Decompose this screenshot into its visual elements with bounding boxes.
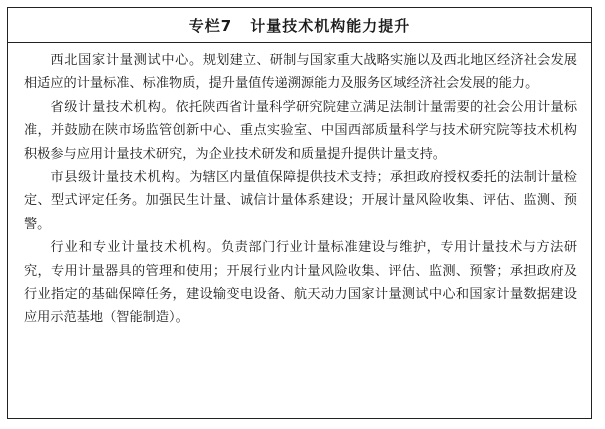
- paragraph-industry: [24, 236, 577, 330]
- paragraph-city-county: [24, 166, 577, 236]
- paragraph-lead: 省级计量技术机构。: [50, 99, 176, 115]
- paragraph-text: 规划建立、研制与国家重大战略实施以及西北地区经济社会发展相适应的计量标准、标准物质，提升量值传递溯源能力及服务区域经济社会发展的能力。: [24, 53, 577, 92]
- paragraph-lead: 行业和专业计量技术机构。: [50, 240, 221, 256]
- paragraph-lead: 市县级计量技术机构。: [50, 170, 190, 186]
- paragraph-provincial: [24, 96, 577, 166]
- paragraph-northwest-center: [24, 49, 577, 96]
- column-title: 计量技术机构能力提升: [250, 16, 411, 35]
- paragraph-text: 依托陕西省计量科学研究院建立满足法制计量需要的社会公用计量标准，并鼓励在陕市场监管创新中心、重点实验室、中国西部质量科学与技术研究院等技术机构积极参与应用计量技术研究，为企业技术研发和质量提升提供计量支持。: [24, 99, 578, 162]
- column-label: 专栏7: [188, 16, 233, 35]
- column-title-bar: [8, 8, 591, 43]
- column-content: [8, 43, 591, 330]
- paragraph-lead: 西北国家计量测试中心。: [50, 53, 203, 68]
- column-box: [7, 7, 592, 419]
- paragraph-text: 为辖区内量值保障提供技术支持；承担政府授权委托的法制计量检定、型式评定任务。加强民生计量、诚信计量体系建设；开展计量风险收集、评估、监测、预警。: [24, 170, 577, 232]
- paragraph-text: 负责部门行业计量标准建设与维护，专用计量技术与方法研究，专用计量器具的管理和使用；开展行业内计量风险收集、评估、监测、预警；承担政府及行业指定的基础保障任务，建设输变电设备、航天动力国家计量测试中心和国家计量数据建设应用示范基地（智能制造）。: [24, 240, 578, 326]
